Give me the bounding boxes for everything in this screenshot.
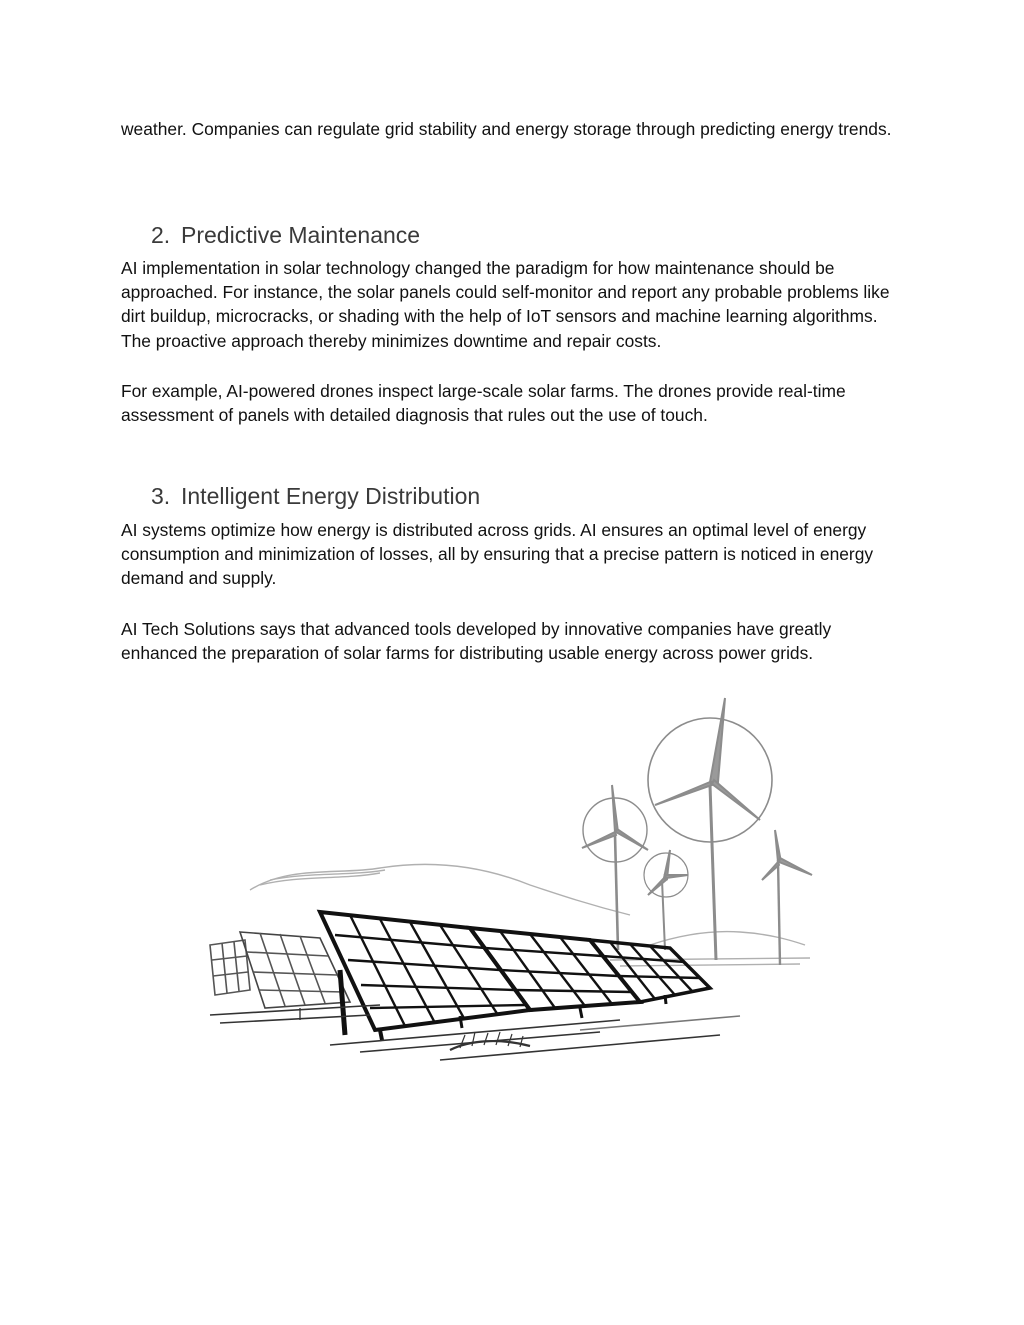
ground-sketch [210, 1005, 740, 1060]
section-number: 2. [151, 222, 171, 248]
back-solar-panels-sketch [210, 932, 350, 1020]
section-paragraph: For example, AI-powered drones inspect large-scale solar farms. The drones provide real-time assessment of panels with detailed diagnosis that rules out the use of touch. [121, 381, 846, 426]
intro-paragraph: weather. Companies can regulate grid stability and energy storage through predicting energy trends. [121, 119, 892, 139]
section-title: Intelligent Energy Distribution [181, 483, 481, 509]
section-paragraph: AI systems optimize how energy is distributed across grids. AI ensures an optimal level of energy consumption and minimization of losses, all by ensuring that a precise pattern is noticed in energy demand and supply. [121, 520, 874, 589]
section-paragraph: AI implementation in solar technology changed the paradigm for how maintenance should be approached. For instance, the solar panels could self-monitor and report any probable problems like dirt buildup, microcracks, or shading with the help of IoT sensors and machine learning algorithms. The proactive approach thereby minimizes downtime and repair costs. [121, 258, 890, 351]
section-title: Predictive Maintenance [181, 222, 421, 248]
section-heading-predictive-maintenance [151, 221, 420, 249]
solar-farm-illustration [200, 690, 820, 1070]
wind-turbines-sketch [582, 698, 812, 965]
section-heading-intelligent-energy-distribution [151, 482, 480, 510]
section-number: 3. [151, 483, 171, 509]
main-solar-panels-sketch [320, 912, 710, 1040]
section-paragraph: AI Tech Solutions says that advanced tools developed by innovative companies have greatly enhanced the preparation of solar farms for distributing usable energy across power grids. [121, 619, 832, 664]
